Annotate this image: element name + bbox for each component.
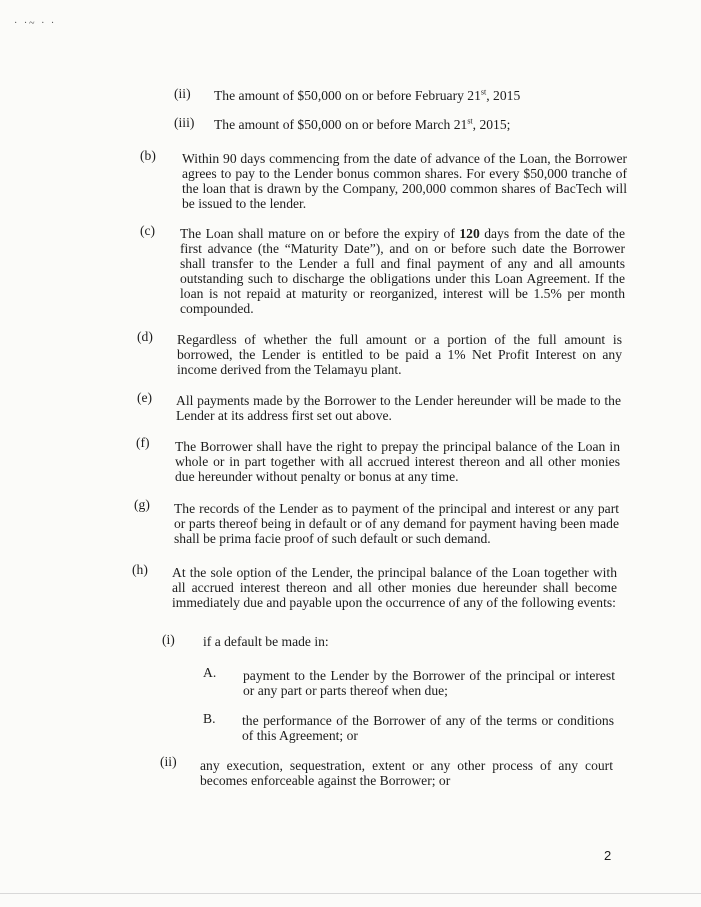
scan-bottom-edge: [0, 893, 701, 894]
paragraph-g: The records of the Lender as to payment of the principal and interest or any part or parts thereof being in default or of any demand for payment having been made shall be prima facie proof of such default or such demand.: [174, 501, 619, 546]
alpha-item-b: the performance of the Borrower of any of the terms or conditions of this Agreement; or: [242, 713, 614, 743]
sub-item-text-iii: The amount of $50,000 on or before March 21st, 2015;: [214, 116, 511, 132]
sub-item-text-ii: The amount of $50,000 on or before February 21st, 2015: [214, 87, 521, 103]
page-number: 2: [604, 848, 612, 863]
alpha-item-a: payment to the Lender by the Borrower of the principal or interest or any part or parts thereof when due;: [243, 668, 615, 698]
scan-artifact: · ·~ · ·: [14, 18, 57, 29]
paragraph-b: Within 90 days commencing from the date of advance of the Loan, the Borrower agrees to pay to the Lender bonus common shares. For every $50,000 tranche of the loan that is drawn by the Company, 200,000 common shares of BacTech will be issued to the lender.: [182, 151, 627, 211]
paragraph-label-b: (b): [140, 148, 156, 163]
paragraph-label-c: (c): [140, 223, 156, 238]
paragraph-e: All payments made by the Borrower to the Lender hereunder will be made to the Lender at its address first set out above.: [176, 393, 621, 423]
sub-item-label-i: (i): [162, 632, 175, 647]
sub-item-label-iii: (iii): [174, 115, 195, 130]
paragraph-label-e: (e): [137, 390, 153, 405]
paragraph-label-f: (f): [136, 435, 150, 450]
paragraph-label-h: (h): [132, 562, 148, 577]
paragraph-label-d: (d): [137, 329, 153, 344]
sub-item-label-ii-second: (ii): [160, 754, 177, 769]
alpha-label-a: A.: [203, 665, 217, 680]
sub-item-label-ii: (ii): [174, 86, 191, 101]
sub-item-text-ii-second: any execution, sequestration, extent or any other process of any court becomes enforceable against the Borrower; or: [200, 758, 613, 788]
alpha-label-b: B.: [203, 711, 216, 726]
paragraph-c: The Loan shall mature on or before the expiry of 120 days from the date of the first advance (the “Maturity Date”), and on or before such date the Borrower shall transfer to the Lender a full and final payment of any and all amounts outstanding such to discharge the obligations under this Loan Agreement. If the loan is not repaid at maturity or reorganized, interest will be 1.5% per month compounded.: [180, 226, 625, 316]
paragraph-f: The Borrower shall have the right to prepay the principal balance of the Loan in whole or in part together with all accrued interest thereon and all other monies due hereunder without penalty or bonus at any time.: [175, 439, 620, 484]
paragraph-d: Regardless of whether the full amount or a portion of the full amount is borrowed, the Lender is entitled to be paid a 1% Net Profit Interest on any income derived from the Telamayu plant.: [177, 332, 622, 377]
paragraph-label-g: (g): [134, 497, 150, 512]
sub-item-text-i: if a default be made in:: [203, 634, 329, 649]
paragraph-h: At the sole option of the Lender, the principal balance of the Loan together with all accrued interest thereon and all other monies due hereunder shall become immediately due and payable upon the occurrence of any of the following events:: [172, 565, 617, 610]
